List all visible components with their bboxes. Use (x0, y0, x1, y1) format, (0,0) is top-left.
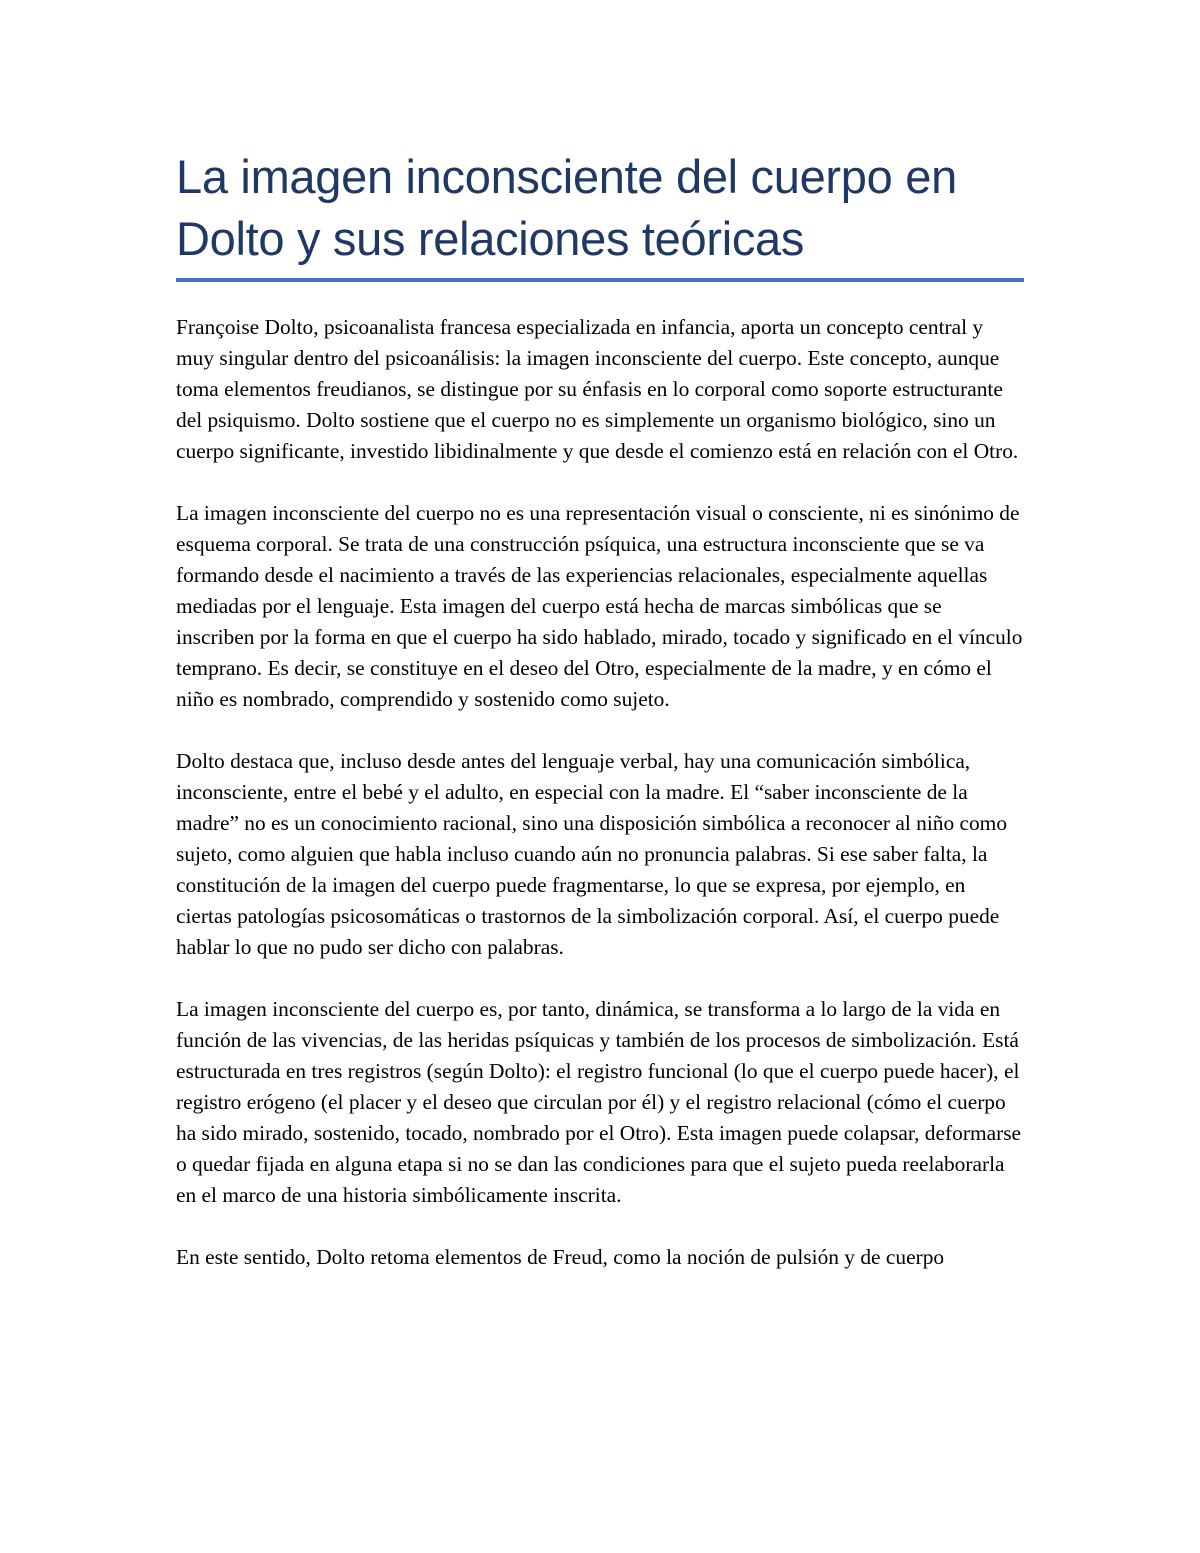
document-content (176, 146, 1026, 1273)
paragraph-3: Dolto destaca que, incluso desde antes del lenguaje verbal, hay una comunicación simbólica, inconsciente, entre el bebé y el adulto, en especial con la madre. El “saber inconsciente de la madre” no es un conocimiento racional, sino una disposición simbólica a reconocer al niño como sujeto, como alguien que habla incluso cuando aún no pronuncia palabras. Si ese saber falta, la constitución de la imagen del cuerpo puede fragmentarse, lo que se expresa, por ejemplo, en ciertas patologías psicosomáticas o trastornos de la simbolización corporal. Así, el cuerpo puede hablar lo que no pudo ser dicho con palabras. (176, 749, 1008, 959)
document-title: La imagen inconsciente del cuerpo en Dolto y sus relaciones teóricas (176, 150, 957, 265)
document-body (176, 312, 1026, 1273)
paragraph-4: La imagen inconsciente del cuerpo es, por tanto, dinámica, se transforma a lo largo de la vida en función de las vivencias, de las heridas psíquicas y también de los procesos de simbolización. Está estructurada en tres registros (según Dolto): el registro funcional (lo que el cuerpo puede hacer), el registro erógeno (el placer y el deseo que circulan por él) y el registro relacional (cómo el cuerpo ha sido mirado, sostenido, tocado, nombrado por el Otro). Esta imagen puede colapsar, deformarse o quedar fijada en alguna etapa si no se dan las condiciones para que el sujeto pueda reelaborarla en el marco de una historia simbólicamente inscrita. (176, 997, 1022, 1207)
paragraph-5: En este sentido, Dolto retoma elementos de Freud, como la noción de pulsión y de cuerpo (176, 1245, 945, 1269)
paragraph-2: La imagen inconsciente del cuerpo no es una representación visual o consciente, ni es sinónimo de esquema corporal. Se trata de una construcción psíquica, una estructura inconsciente que se va formando desde el nacimiento a través de las experiencias relacionales, especialmente aquellas mediadas por el lenguaje. Esta imagen del cuerpo está hecha de marcas simbólicas que se inscriben por la forma en que el cuerpo ha sido hablado, mirado, tocado y significado en el vínculo temprano. Es decir, se constituye en el deseo del Otro, especialmente de la madre, y en cómo el niño es nombrado, comprendido y sostenido como sujeto. (176, 501, 1023, 711)
paragraph-1: Françoise Dolto, psicoanalista francesa especializada en infancia, aporta un concepto central y muy singular dentro del psicoanálisis: la imagen inconsciente del cuerpo. Este concepto, aunque toma elementos freudianos, se distingue por su énfasis en lo corporal como soporte estructurante del psiquismo. Dolto sostiene que el cuerpo no es simplemente un organismo biológico, sino un cuerpo significante, investido libidinalmente y que desde el comienzo está en relación con el Otro. (176, 315, 1019, 463)
title-underline-rule (176, 278, 1024, 282)
